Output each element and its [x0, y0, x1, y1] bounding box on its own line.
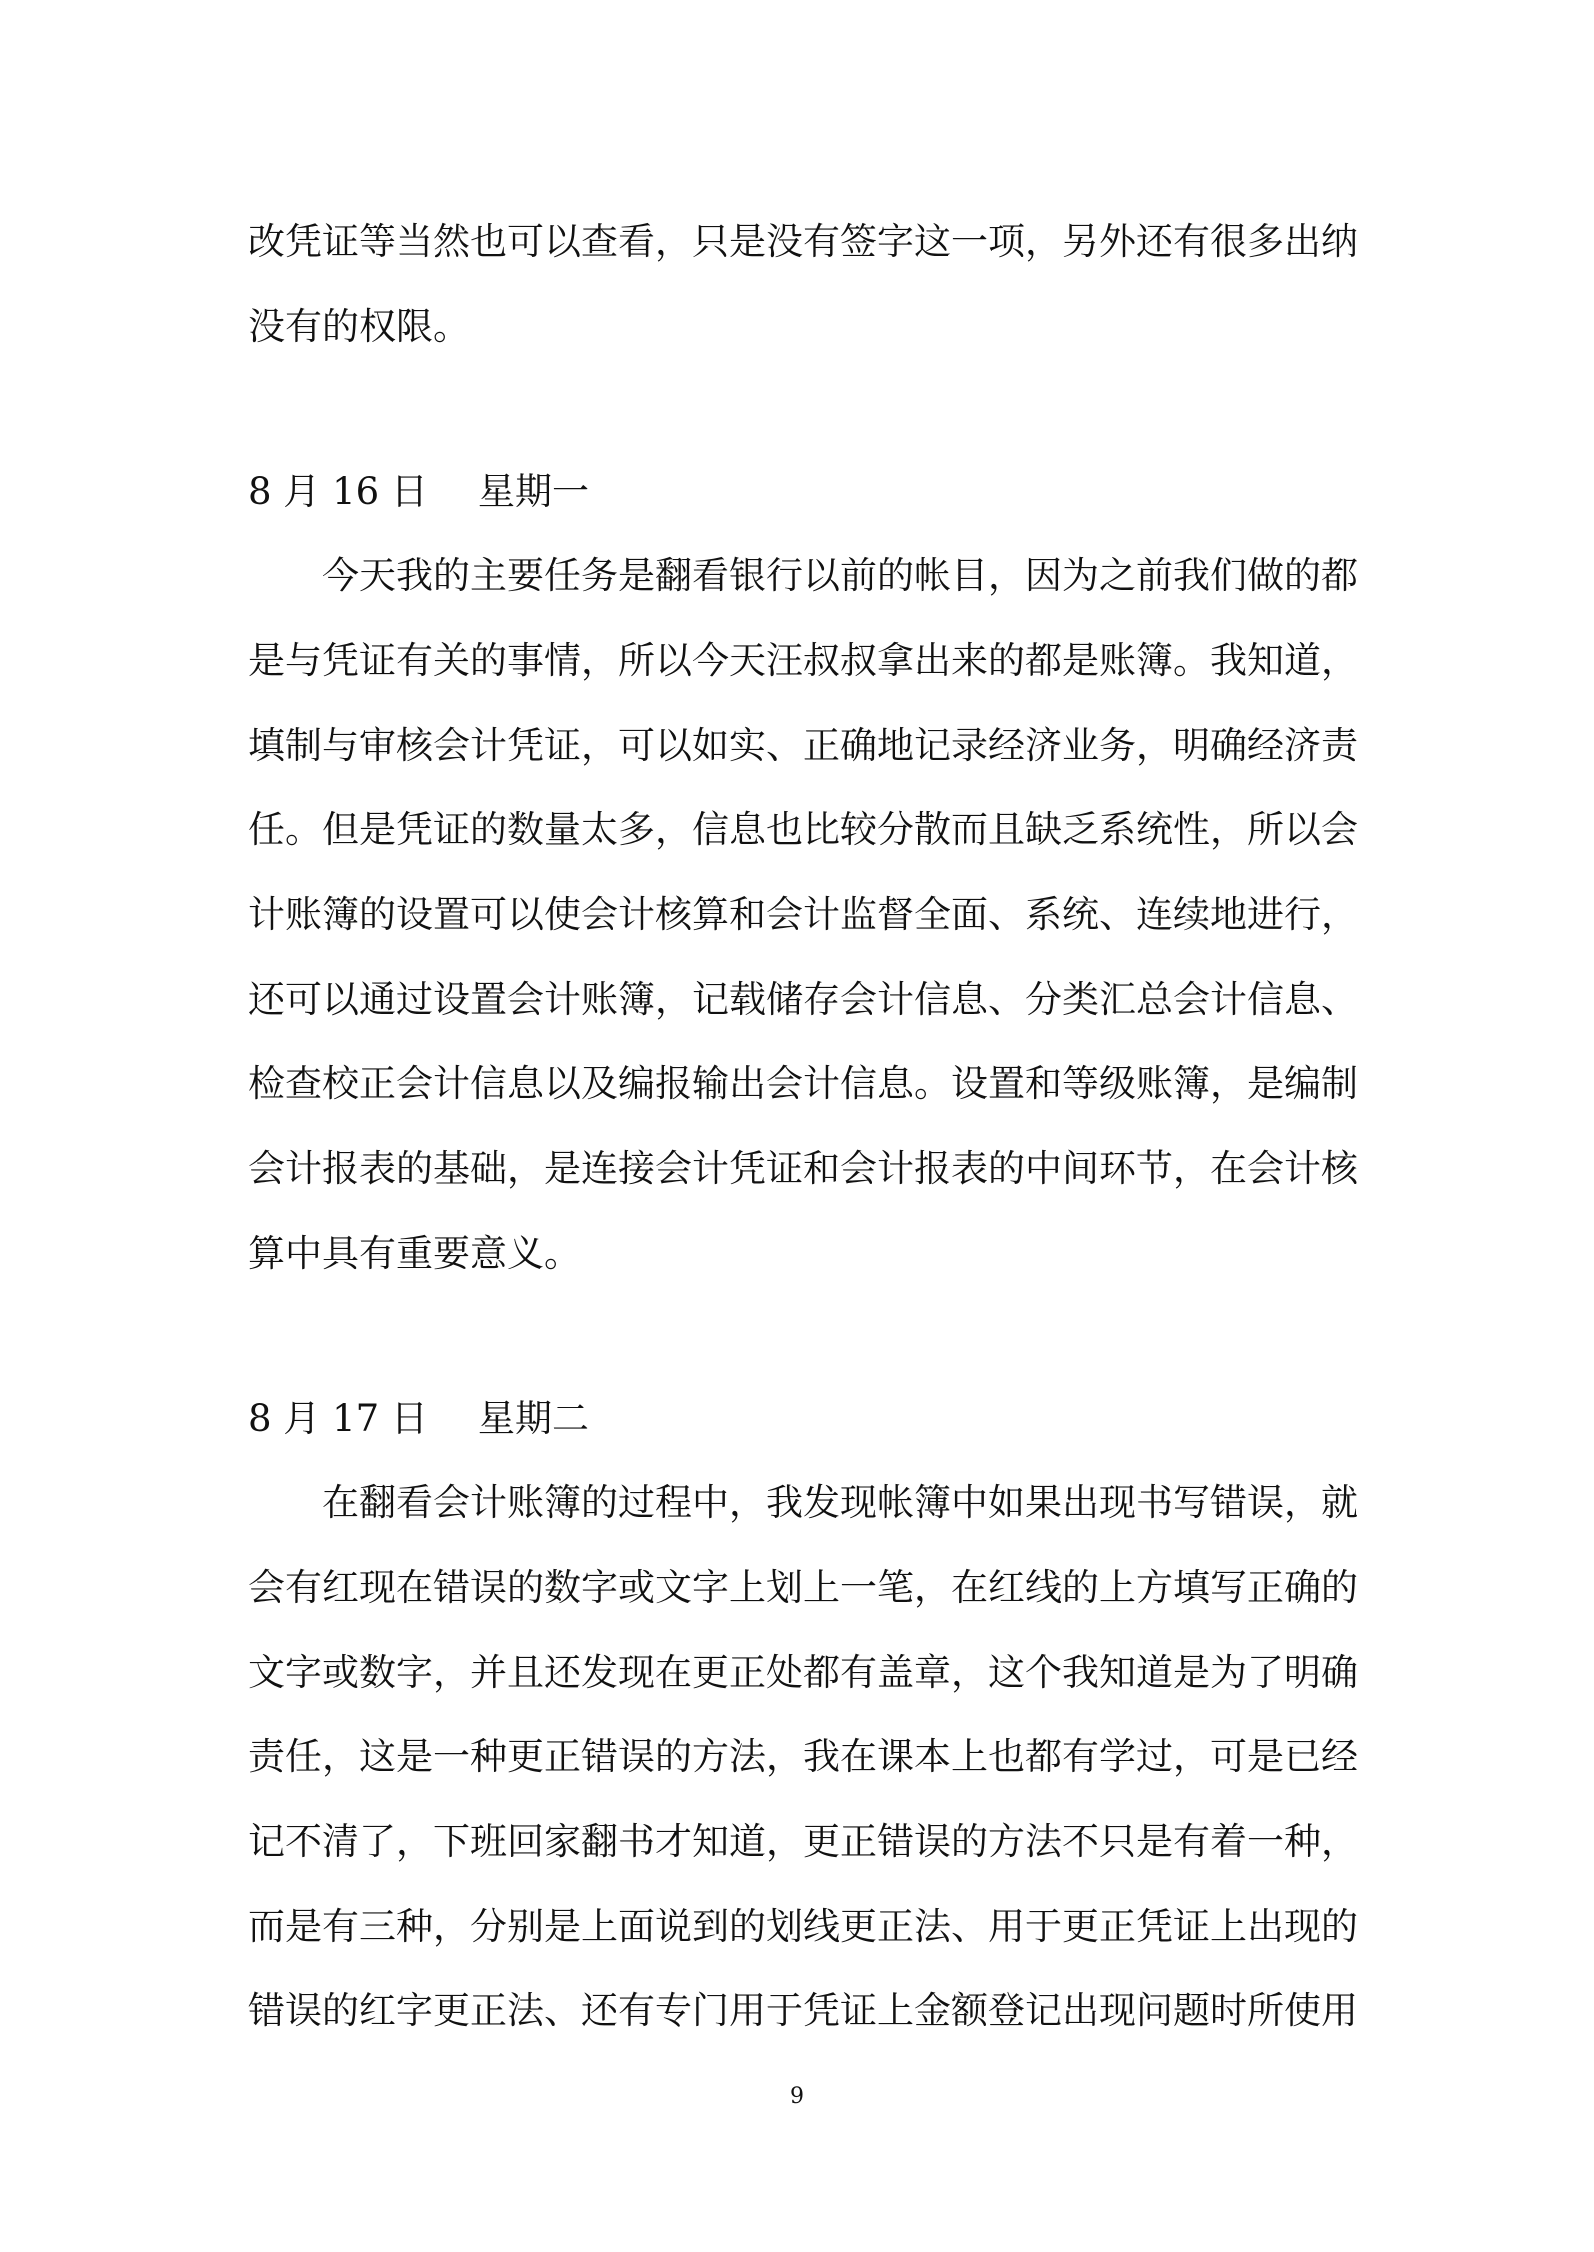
aug17-line-6: 而是有三种，分别是上面说到的划线更正法、用于更正凭证上出现的	[248, 1905, 1358, 1948]
aug17-line-7: 错误的红字更正法、还有专门用于凭证上金额登记出现问题时所使用	[248, 1989, 1358, 2032]
aug16-line-3: 填制与审核会计凭证，可以如实、正确地记录经济业务，明确经济责	[248, 724, 1358, 767]
aug17-line-4: 责任，这是一种更正错误的方法，我在课本上也都有学过，可是已经	[248, 1735, 1358, 1778]
aug17-line-5: 记不清了，下班回家翻书才知道，更正错误的方法不只是有着一种，	[248, 1820, 1358, 1863]
aug17-line-3: 文字或数字，并且还发现在更正处都有盖章，这个我知道是为了明确	[248, 1651, 1358, 1694]
aug16-line-6: 还可以通过设置会计账簿，记载储存会计信息、分类汇总会计信息、	[248, 978, 1358, 1021]
aug16-line-4: 任。但是凭证的数量太多，信息也比较分散而且缺乏系统性，所以会	[248, 808, 1358, 851]
aug16-line-8: 会计报表的基础，是连接会计凭证和会计报表的中间环节，在会计核	[248, 1147, 1358, 1190]
aug16-line-7: 检查校正会计信息以及编报输出会计信息。设置和等级账簿，是编制	[248, 1062, 1358, 1105]
aug16-date: 8 月 16 日	[248, 470, 428, 513]
intro-line-1: 改凭证等当然也可以查看，只是没有签字这一项，另外还有很多出纳	[248, 220, 1358, 263]
page-number: 9	[790, 2084, 804, 2109]
aug16-weekday: 星期一	[478, 470, 589, 513]
aug17-line-2: 会有红现在错误的数字或文字上划上一笔，在红线的上方填写正确的	[248, 1566, 1358, 1609]
aug16-line-5: 计账簿的设置可以使会计核算和会计监督全面、系统、连续地进行，	[248, 893, 1358, 936]
aug16-line-2: 是与凭证有关的事情，所以今天汪叔叔拿出来的都是账簿。我知道，	[248, 639, 1358, 682]
intro-line-2: 没有的权限。	[248, 305, 470, 348]
aug16-line-9: 算中具有重要意义。	[248, 1232, 581, 1275]
aug17-date: 8 月 17 日	[248, 1397, 428, 1440]
aug16-line-1: 今天我的主要任务是翻看银行以前的帐目，因为之前我们做的都	[322, 554, 1358, 597]
aug17-weekday: 星期二	[478, 1397, 589, 1440]
aug17-line-1: 在翻看会计账簿的过程中，我发现帐簿中如果出现书写错误，就	[322, 1481, 1358, 1524]
